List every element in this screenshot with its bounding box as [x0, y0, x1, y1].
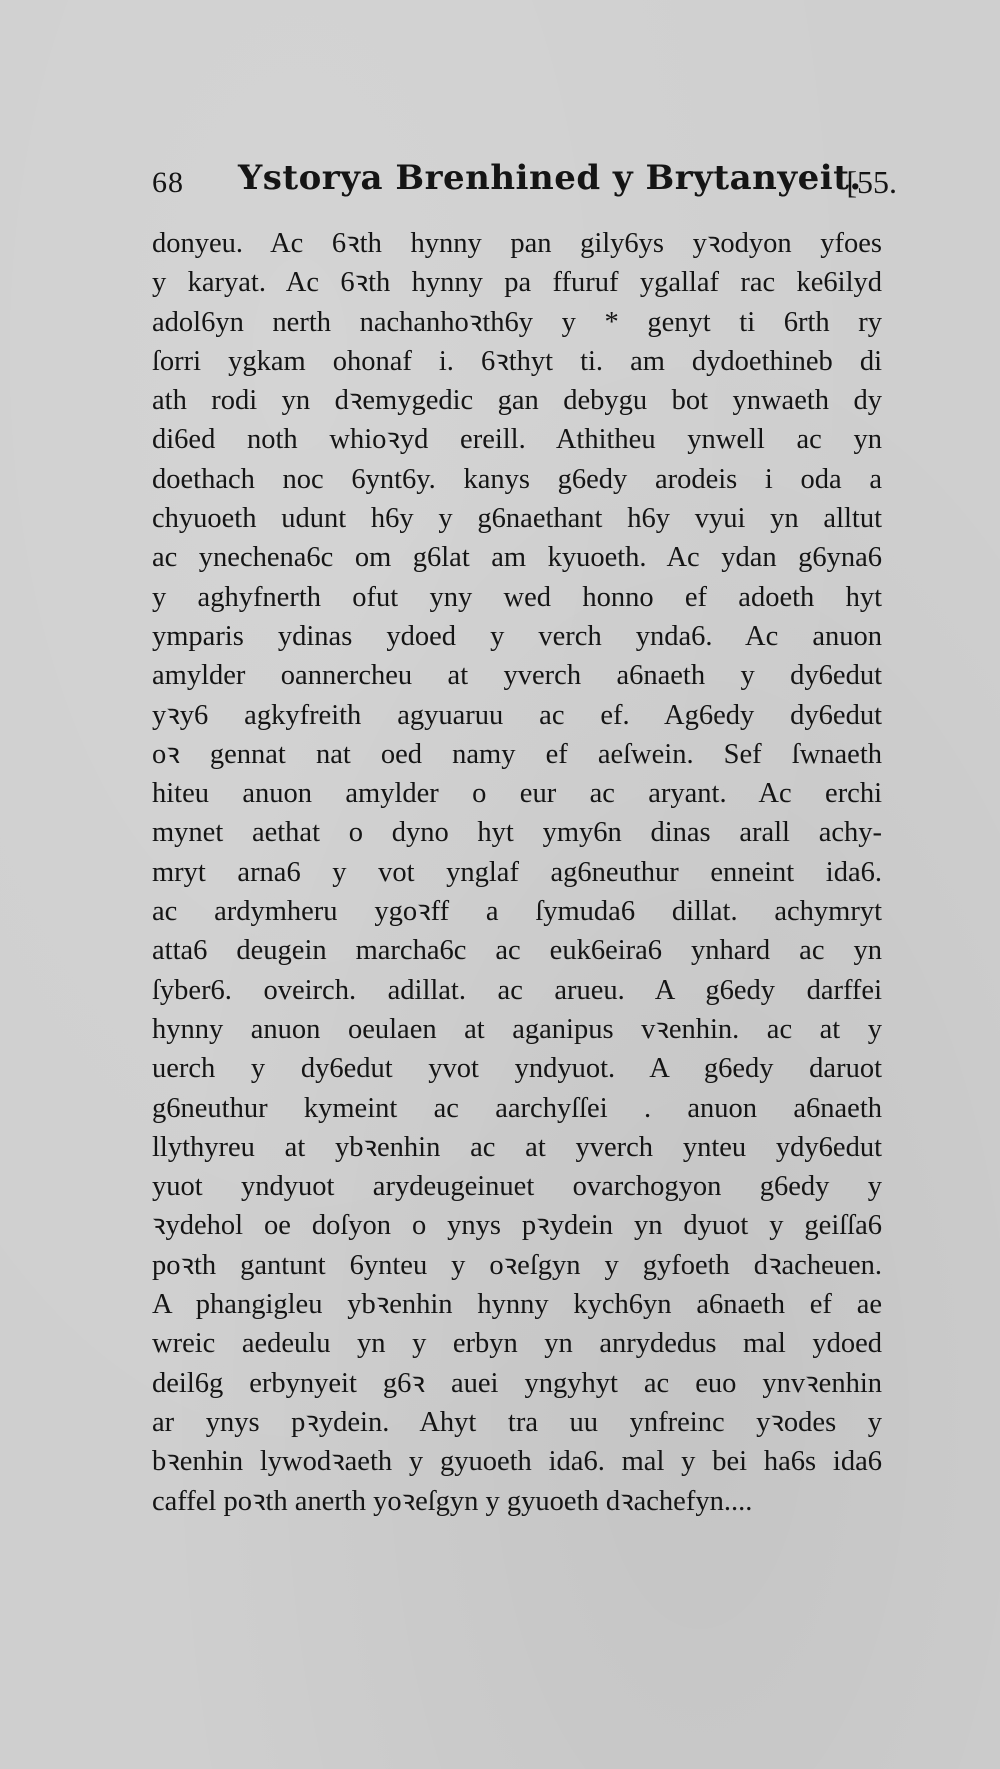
text-line-7: doethach noc 6ynt6y. kanys g6edy arodeis i oda a — [152, 463, 882, 495]
running-head — [152, 158, 897, 218]
text-line-16: mynet aethat o dyno hyt ymy6n dinas arall achy- — [152, 817, 882, 849]
text-line-2: y karyat. Ac 6ꝛth hynny pa ffuruf ygallaf rac ke6ilyd — [152, 267, 882, 299]
text-line-27: poꝛth gantunt 6ynteu y oꝛeſgyn y gyfoeth dꝛacheuen. — [152, 1249, 882, 1281]
text-line-4: ſorri ygkam ohonaf i. 6ꝛthyt ti. am dydoethineb di — [152, 345, 882, 377]
text-line-18: ac ardymheru ygoꝛff a ſymuda6 dillat. achymryt — [152, 896, 882, 928]
text-line-31: ar ynys pꝛydein. Ahyt tra uu ynfreinc yꝛodes y — [152, 1406, 882, 1438]
text-line-19: atta6 deugein marcha6c ac euk6eira6 ynhard ac yn — [152, 935, 882, 967]
running-title: Ystorya Brenhined y Brytanyeit. — [238, 158, 862, 198]
text-line-25: yuot yndyuot arydeugeinuet ovarchogyon g6edy y — [152, 1171, 882, 1203]
text-line-33: caffel poꝛth anerth yoꝛeſgyn y gyuoeth dꝛachefyn.... — [152, 1485, 753, 1517]
text-line-21: hynny anuon oeulaen at aganipus vꝛenhin. ac at y — [152, 1013, 882, 1045]
text-line-23: g6neuthur kymeint ac aarchyſſei . anuon a6naeth — [152, 1092, 882, 1124]
page-number: 68 — [152, 166, 184, 199]
text-line-9: ac ynechena6c om g6lat am kyuoeth. Ac ydan g6yna6 — [152, 542, 882, 574]
text-line-30: deil6g erbynyeit g6ꝛ auei yngyhyt ac euo ynvꝛenhin — [152, 1367, 882, 1399]
text-line-5: ath rodi yn dꝛemygedic gan debygu bot ynwaeth dy — [152, 385, 882, 417]
text-line-17: mryt arna6 y vot ynglaf ag6neuthur enneint ida6. — [152, 856, 882, 888]
text-line-20: ſyber6. oveirch. adillat. ac arueu. A g6edy darffei — [152, 974, 882, 1006]
text-line-8: chyuoeth udunt h6y y g6naethant h6y vyui yn alltut — [152, 503, 882, 535]
text-line-14: oꝛ gennat nat oed namy ef aeſwein. Sef ſwnaeth — [152, 738, 882, 770]
text-line-32: bꝛenhin lywodꝛaeth y gyuoeth ida6. mal y bei ha6s ida6 — [152, 1446, 882, 1478]
text-line-1: donyeu. Ac 6ꝛth hynny pan gily6ys yꝛodyon yfoes — [152, 228, 882, 259]
text-line-26: ꝛydehol oe doſyon o ynys pꝛydein yn dyuot y geiſſa6 — [152, 1210, 882, 1242]
text-line-11: ymparis ydinas ydoed y verch ynda6. Ac anuon — [152, 620, 882, 652]
text-line-15: hiteu anuon amylder o eur ac aryant. Ac erchi — [152, 778, 882, 810]
text-line-22: uerch y dy6edut yvot yndyuot. A g6edy daruot — [152, 1053, 882, 1085]
text-line-28: A phangigleu ybꝛenhin hynny kych6yn a6naeth ef ae — [152, 1289, 882, 1321]
body-text — [152, 224, 882, 1521]
text-line-10: y aghyfnerth ofut yny wed honno ef adoeth hyt — [152, 581, 882, 613]
text-line-24: llythyreu at ybꝛenhin ac at yverch ynteu ydy6edut — [152, 1131, 882, 1163]
text-line-29: wreic aedeulu yn y erbyn yn anrydedus mal ydoed — [152, 1328, 882, 1360]
section-reference: [55. — [846, 164, 897, 200]
text-line-3: adol6yn nerth nachanhoꝛth6y y * genyt ti 6rth ry — [152, 306, 882, 338]
text-line-13: yꝛy6 agkyfreith agyuaruu ac ef. Ag6edy dy6edut — [152, 699, 882, 731]
text-line-12: amylder oannercheu at yverch a6naeth y dy6edut — [152, 660, 882, 692]
text-line-6: di6ed noth whioꝛyd ereill. Athitheu ynwell ac yn — [152, 424, 882, 456]
